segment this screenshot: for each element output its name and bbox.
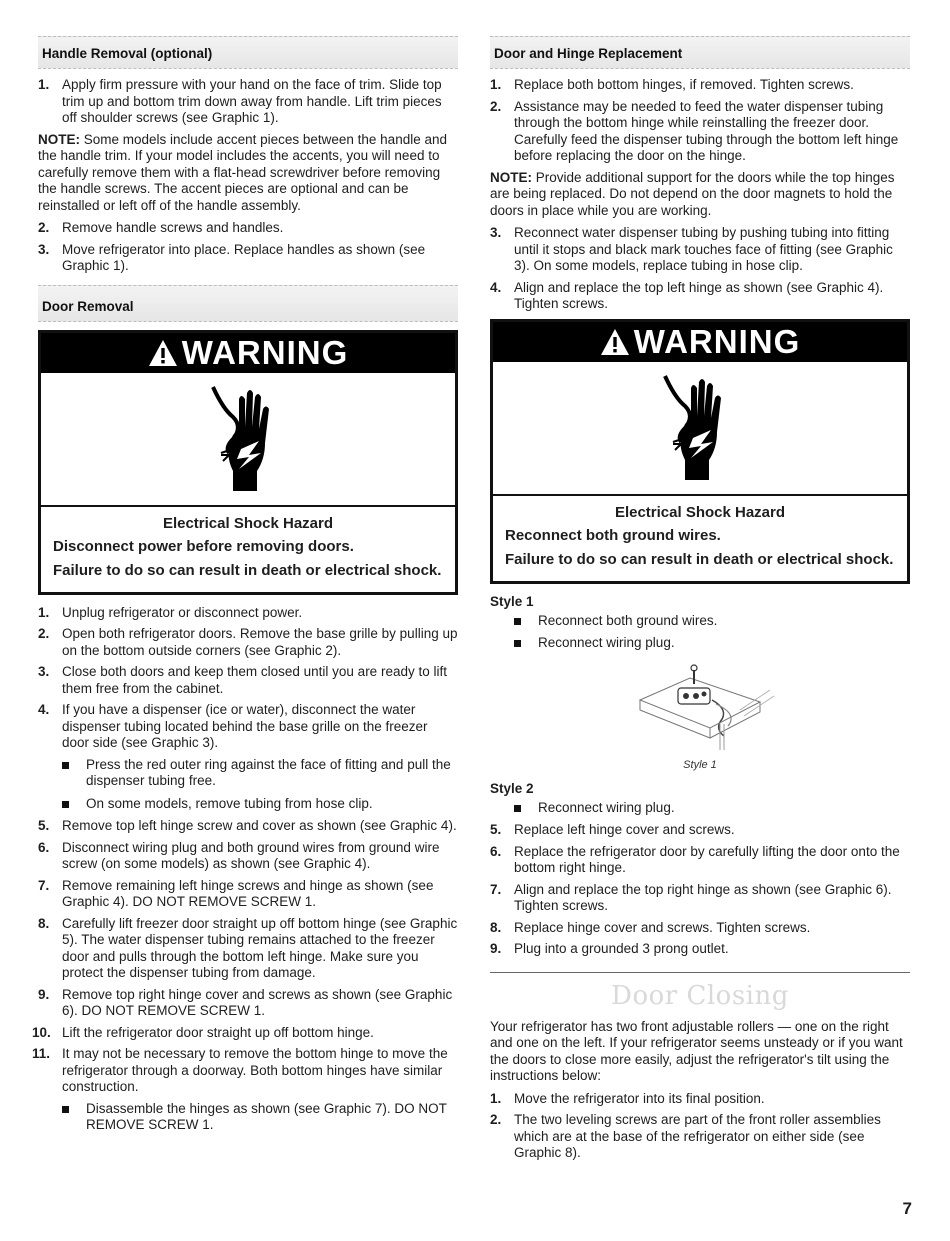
warning-text <box>493 496 907 581</box>
bullet-square-icon <box>62 762 69 769</box>
style2-bullets <box>490 800 910 817</box>
warning-triangle-icon <box>148 338 178 368</box>
list-item: 5. Remove top left hinge screw and cover as shown (see Graphic 4). <box>38 818 457 833</box>
list-item: 1. Replace both bottom hinges, if removed. Tighten screws. <box>490 77 854 92</box>
bullet-square-icon <box>514 640 521 647</box>
warning-title: WARNING <box>181 333 349 371</box>
list-item: 9. Plug into a grounded 3 prong outlet. <box>490 941 729 956</box>
replacement-steps <box>490 77 910 165</box>
warning-title: WARNING <box>633 322 801 360</box>
electric-shock-hand-icon <box>655 368 745 488</box>
hazard-title: Electrical Shock Hazard <box>614 503 786 521</box>
door-closing-title: Door Closing <box>611 980 789 1011</box>
list-item: 6. Disconnect wiring plug and both ground wires from ground wire screw (on some models) as shown (see Graphic 4). <box>38 839 440 871</box>
style1-bullets <box>490 613 910 652</box>
list-item: 1. Move the refrigerator into its final position. <box>490 1090 765 1106</box>
list-item: 4. Align and replace the top left hinge as shown (see Graphic 4). Tighten screws. <box>490 279 884 311</box>
bullet-square-icon <box>514 805 521 812</box>
door-closing-steps <box>490 1091 910 1162</box>
list-item: 6. Replace the refrigerator door by carefully lifting the door onto the bottom right hinge. <box>490 843 900 875</box>
list-item: 2. The two leveling screws are part of the front roller assemblies which are at the base of the refrigerator on either side (see Graphic 8). <box>490 1112 881 1160</box>
bullet-square-icon <box>62 1106 69 1113</box>
warning-consequence: Failure to do so can result in death or electrical shock. <box>505 550 894 568</box>
electric-shock-hand-icon <box>203 379 293 499</box>
handle-removal-heading: Handle Removal (optional) <box>38 36 458 69</box>
list-item: Press the red outer ring against the face of fitting and pull the dispenser tubing free. <box>38 757 458 790</box>
list-item: 11. It may not be necessary to remove the bottom hinge to move the refrigerator through a doorway. Both bottom hinges have similar construction. <box>32 1046 448 1094</box>
bullet-square-icon <box>514 618 521 625</box>
handle-steps-continued <box>38 220 458 275</box>
right-column <box>490 36 910 1167</box>
door-hinge-replacement-heading: Door and Hinge Replacement <box>490 36 910 69</box>
shock-hazard-pictogram <box>493 362 907 496</box>
bullet-square-icon <box>62 801 69 808</box>
warning-bar <box>41 333 455 373</box>
warning-consequence: Failure to do so can result in death or electrical shock. <box>53 561 442 579</box>
list-item: 2. Remove handle screws and handles. <box>38 220 284 235</box>
list-item: 2. Assistance may be needed to feed the water dispenser tubing through the bottom hinge while reinstalling the freezer door. Carefully feed the dispenser tubing through the bottom left hinge before replacing the door on the hinge. <box>490 98 899 163</box>
list-item: 4. If you have a dispenser (ice or water), disconnect the water dispenser tubing located behind the base grille on the freezer door side (see Graphic 3). <box>38 702 428 750</box>
warning-instruction: Reconnect both ground wires. <box>505 526 721 544</box>
warning-text <box>41 507 455 592</box>
style1-caption: Style 1 <box>683 758 717 771</box>
replacement-note: NOTE: Provide additional support for the doors while the top hinges are being replaced. Do not depend on the door magnets to hold the doors in place while you are working. <box>490 169 895 218</box>
list-item: 8. Replace hinge cover and screws. Tighten screws. <box>490 919 811 935</box>
shock-hazard-pictogram <box>41 373 455 507</box>
list-item: 3. Move refrigerator into place. Replace handles as shown (see Graphic 1). <box>38 241 426 273</box>
replacement-steps-continued <box>490 225 910 313</box>
list-item: 3. Reconnect water dispenser tubing by pushing tubing into fitting until it stops and black mark touches face of fitting (see Graphic 3). On some models, replace tubing in hose clip. <box>490 225 893 273</box>
list-item: On some models, remove tubing from hose clip. <box>38 796 458 813</box>
list-item: Reconnect both ground wires. <box>490 613 910 630</box>
step4-bullets <box>38 757 458 813</box>
left-column <box>32 36 458 1140</box>
step11-bullets <box>38 1101 458 1134</box>
list-item: 7. Remove remaining left hinge screws and hinge as shown (see Graphic 4). DO NOT REMOVE SCREW 1. <box>38 877 434 909</box>
style2-label: Style 2 <box>490 780 534 796</box>
style1-label: Style 1 <box>490 593 534 609</box>
replacement-steps-final <box>490 822 910 958</box>
list-item: Disassemble the hinges as shown (see Graphic 7). DO NOT REMOVE SCREW 1. <box>38 1101 458 1134</box>
list-item: 9. Remove top right hinge cover and screws as shown (see Graphic 6). DO NOT REMOVE SCREW 1. <box>38 986 453 1018</box>
warning-box-disconnect <box>38 330 458 595</box>
list-item: Reconnect wiring plug. <box>490 635 910 652</box>
list-item: 7. Align and replace the top right hinge as shown (see Graphic 6). Tighten screws. <box>490 881 892 913</box>
door-removal-steps-continued <box>32 818 458 1096</box>
page-number: 7 <box>902 1199 912 1218</box>
wiring-plug-illustration <box>620 660 780 752</box>
warning-instruction: Disconnect power before removing doors. <box>53 537 354 555</box>
list-item: 10. Lift the refrigerator door straight up off bottom hinge. <box>32 1024 374 1040</box>
list-item: 2. Open both refrigerator doors. Remove the base grille by pulling up on the bottom outside corners (see Graphic 2). <box>38 626 458 658</box>
list-item: 1. Unplug refrigerator or disconnect power. <box>38 604 303 620</box>
warning-bar <box>493 322 907 362</box>
handle-steps <box>38 77 458 127</box>
door-removal-heading: Door Removal <box>38 285 458 322</box>
list-item: Reconnect wiring plug. <box>490 800 910 817</box>
warning-box-reconnect <box>490 319 910 584</box>
style1-illustration <box>490 660 910 757</box>
warning-triangle-icon <box>600 327 630 357</box>
handle-note: NOTE: Some models include accent pieces between the handle and the handle trim. If your model includes the accents, you will need to carefully remove them with a flat-head screwdriver before removing the handle screws. The accent pieces are optional and can be reinstalled or left off of the handle assembly. <box>38 131 447 213</box>
hazard-title: Electrical Shock Hazard <box>162 514 334 532</box>
section-divider <box>490 972 910 973</box>
list-item: 3. Close both doors and keep them closed until you are ready to lift them free from the cabinet. <box>38 664 447 696</box>
door-removal-steps <box>38 605 458 752</box>
list-item: 5. Replace left hinge cover and screws. <box>490 822 735 837</box>
list-item: 8. Carefully lift freezer door straight up off bottom hinge (see Graphic 5). The water dispenser tubing remains attached to the freezer door and pulls through the bottom left hinge. Make sure you protect the dispenser tubing from damage. <box>38 915 458 980</box>
door-closing-intro: Your refrigerator has two front adjustable rollers — one on the right and one on the left. If your refrigerator seems unsteady or if you want the doors to close more easily, adjust the refrigerator's tilt using the instructions below: <box>490 1018 903 1083</box>
list-item: 1. Apply firm pressure with your hand on the face of trim. Slide top trim up and bottom trim down away from handle. Lift trim pieces off shoulder screws (see Graphic 1). <box>38 77 442 125</box>
